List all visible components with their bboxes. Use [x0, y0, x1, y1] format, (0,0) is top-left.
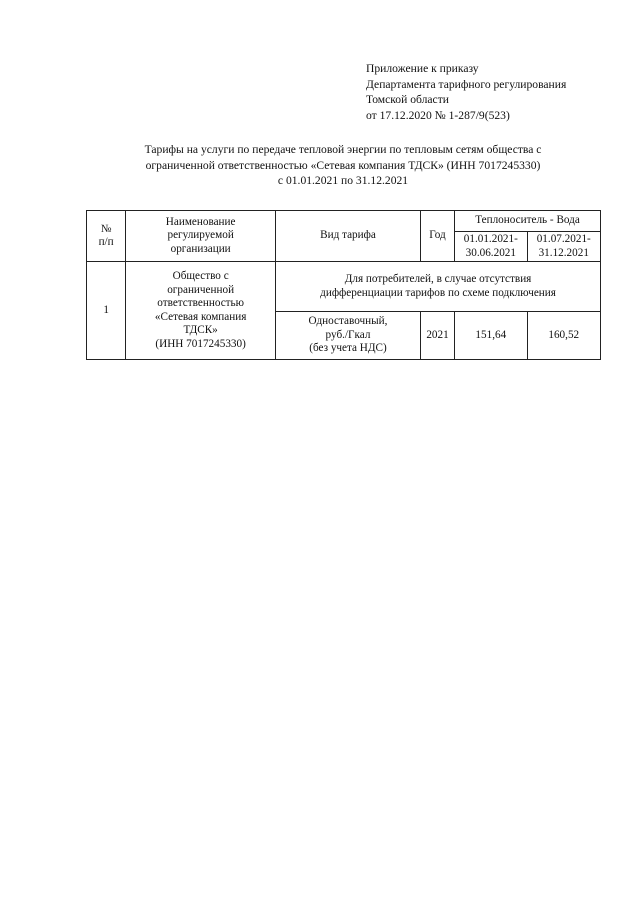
table-row	[87, 262, 601, 312]
appendix-block	[366, 61, 636, 123]
appendix-line: от 17.12.2020 № 1-287/9(523)	[366, 108, 510, 122]
tariff-table	[86, 210, 601, 360]
header-tariff-type: Вид тарифа	[276, 211, 421, 262]
cell-value-period-2: 160,52	[527, 312, 601, 360]
cell-tariff-type: Одноставочный, руб./Гкал (без учета НДС)	[276, 312, 421, 360]
header-number: № п/п	[87, 211, 126, 262]
cell-year: 2021	[420, 312, 454, 360]
title-line: с 01.01.2021 по 31.12.2021	[277, 174, 409, 187]
cell-number: 1	[87, 262, 126, 360]
header-organization: Наименование регулируемой организации	[126, 211, 276, 262]
cell-consumer-group: Для потребителей, в случае отсутствия дифференциации тарифов по схеме подключения	[276, 262, 601, 312]
header-carrier: Теплоноситель - Вода	[455, 211, 601, 232]
appendix-line: Приложение к приказу	[366, 62, 479, 75]
appendix-line: Департамента тарифного регулирования	[366, 77, 567, 91]
cell-organization: Общество с ограниченной ответственностью «Сетевая компания ТДСК» (ИНН 7017245330)	[126, 262, 276, 360]
header-period-1: 01.01.2021- 30.06.2021	[455, 232, 527, 262]
header-period-2: 01.07.2021- 31.12.2021	[527, 232, 601, 262]
document-title	[86, 142, 600, 189]
title-line: ограниченной ответственностью «Сетевая компания ТДСК» (ИНН 7017245330)	[145, 158, 541, 172]
header-year: Год	[420, 211, 454, 262]
cell-value-period-1: 151,64	[455, 312, 527, 360]
title-line: Тарифы на услуги по передаче тепловой энергии по тепловым сетям общества с	[144, 143, 542, 156]
appendix-line: Томской области	[366, 93, 449, 106]
table-header-row	[87, 211, 601, 232]
